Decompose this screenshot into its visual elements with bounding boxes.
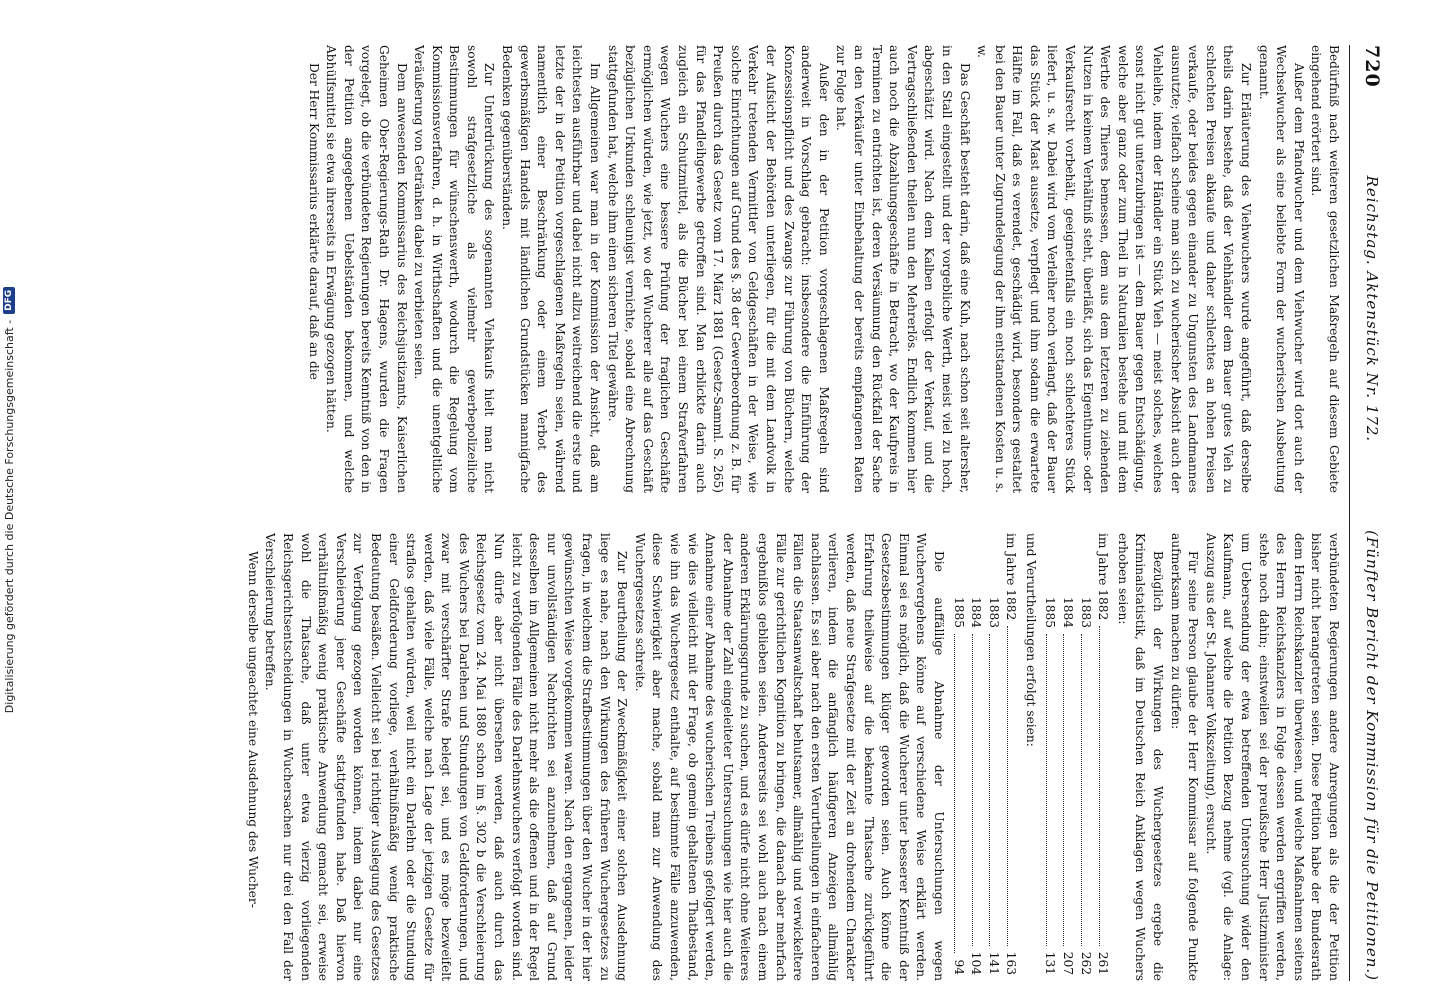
credit-text: Digitalisierung gefördert durch die Deutsche Forschungsgemeinschaft -: [2, 319, 16, 714]
year-prefix: im Jahre: [1096, 533, 1111, 586]
convictions-table: [949, 533, 1019, 981]
table-row: [949, 533, 967, 981]
paragraph: Bezüglich der Wirkungen des Wuchergesetzes ergebe die Kriminalstatistik, daß im Deutschen Reich Anklagen wegen Wuchers erhoben seien:: [1115, 533, 1166, 981]
header-title: Reichstag. Aktenstück Nr. 172.: [1363, 175, 1381, 443]
page-header: [1349, 45, 1394, 981]
count: 94: [951, 959, 966, 975]
paragraph: und Verurtheilungen erfolgt seien:: [1023, 533, 1038, 747]
dot-leader: [1081, 634, 1094, 946]
document-page: [14, 45, 1394, 981]
year: 1882: [1096, 589, 1111, 621]
count: 261: [1096, 951, 1111, 975]
table-row: [1094, 533, 1112, 981]
right-column: [22, 533, 1342, 981]
indictments-table: [1041, 533, 1111, 981]
dot-leader: [989, 634, 1002, 946]
dot-leader: [1064, 634, 1077, 946]
count: 163: [1004, 951, 1019, 975]
digitization-credit: [0, 0, 18, 1000]
paragraph: Das Geschäft besteht darin, daß eine Kuh, nach schon seit altersher, in den Stall eingestellt und der vorgebliche Werth, meist viel zu hoch, abgeschätzt wird. Nach dem Kalben erfolgt der Verkauf, und die Vertragschließenden theilen nun den Mehrerlös. Endlich kommen hier auch noch die Abzahlungsgeschäfte in Betracht, wo der Kaufpreis in Terminen zu entrichten ist, deren Versäumung den Rückfall der Sache an den Verkäufer unter Einbehaltung der bereits empfangenen Raten zur Folge hat.: [834, 45, 972, 493]
count: 131: [1043, 951, 1058, 975]
table-row: [1059, 533, 1077, 981]
year: 1885: [1043, 597, 1058, 629]
year: 1885: [951, 597, 966, 629]
dfg-logo: DFG: [3, 287, 15, 314]
header-subtitle: (Fünfter Bericht der Kommission für die Petitionen.): [1363, 530, 1381, 981]
table-row: [984, 533, 1002, 981]
paragraph: Der Herr Kommissarius erklärte darauf, daß an die: [306, 63, 321, 380]
year: 1884: [1061, 597, 1076, 629]
table-row: [1041, 533, 1059, 981]
paragraph: Die auffällige Abnahme der Untersuchungen wegen Wuchervergehens könne auf verschiedene Weise erklärt werden. Einmal sei es möglich, daß die Wucherer unter besserer Kenntniß der Gesetzesbestimmungen klüger geworden seien. Auch könne die Erfahrung theilweise auf die bekannte Thatsache zurückgeführt werden, daß neue Strafgesetze mit der Zeit an drohendem Charakter verlieren, indem die anfänglich häufigeren Anzeigen allmählig nachlassen. Es sei aber nach den ersten Verurtheilungen in einfacheren Fällen die Staatsanwaltschaft behutsamer, allmählig und verwickeltere Fälle zur gerichtlichen Kognition zu bringen, die danach aber mehrfach ergebnißlos geblieben seien. Andererseits sei wohl auch nach einem anderen Erklärungsgrunde zu suchen, und es dürfe nicht ohne Weiteres der Abnahme der Zahl eingeleiteter Untersuchungen wie hier auch die Annahme einer Abnahme des wucherischen Treibens gefolgert werden, wie dies vielleicht mit der Frage, ob gemein gehaltenen Thatbestand, wie ihn das Wuchergesetz enthalte, auf bestimmte Fälle anzuwenden, diese Schwierigkeit aber mache, sobald man zur Anwendung des Wuchergesetzes schreite.: [632, 533, 946, 981]
table-row: [967, 533, 985, 981]
dot-leader: [1007, 626, 1020, 945]
table-row: [1002, 533, 1020, 981]
count: 104: [969, 951, 984, 975]
dot-leader: [972, 634, 985, 946]
paragraph: Außer den in der Petition vorgeschlagenen Maßregeln sind anderweit in Vorschlag gebracht: insbesondere die Einführung der Konzessionspflicht und des Zwangs zur Führung von Büchern, welche der Aufsicht der Behörden unterliegen, für die mit dem Landvolk in Verkehr tretenden Vermittler von Geldgeschäften in der Weise, wie solche Einrichtungen auf Grund des §. 38 der Gewerbeordnung z. B. für Preußen durch das Gesetz vom 17. März 1881 (Gesetz-Samml. S. 265) für das Pfandleihgewerbe getroffen sind. Man erblickte darin auch zugleich ein Schutzmittel, als die Bücher bei einem Strafverfahren wegen Wuchers eine bessere Prüfung der fraglichen Geschäfte ermöglichen würden, wie jetzt, wo der Wucherer alle auf das Geschäft bezüglichen Urkunden schleunigst vernichte, sobald eine Abrechnung stattgefunden hat, welche ihm einen sicheren Titel gewähre.: [605, 45, 831, 493]
paragraph: Zur Unterdrückung des sogenannten Viehkaufs hielt man nicht sowohl strafgesetzliche als vielmehr gewerbepolizeiliche Bestimmungen für wünschenswerth, wodurch die Regelung vom Kommissionsverfahren, d. h. in Wirthschaften und die unentgeltliche Veräußerung von Getränken dabei zu verbieten seien.: [412, 45, 497, 493]
table-row: [1076, 533, 1094, 981]
count: 141: [986, 951, 1001, 975]
paragraph: Im Allgemeinen war man in der Kommission der Ansicht, daß am leichtesten ausführbar und dabei nicht allzu weitreichend die erste und letzte der in der Petition vorgeschlagenen Maßregeln seien, während namentlich einer Beschränkung oder einem Verbot des gewerbsmäßigen Handels mit ländlichen Grundstücken mannigfache Bedenken gegenüberständen.: [500, 45, 603, 493]
dot-leader: [1046, 634, 1059, 946]
paragraph: Zur Erläuterung des Viehwuchers wurde angeführt, daß derselbe theils darin bestehe, daß der Viehhändler dem Bauer gutes Vieh zu schlechten Preisen abkaufe und daher schlechtes an hohen Preisen verkaufe, oder beides gegen einander zu Ungunsten des Landmannes ausnutzte; vielfach scheine man sich zu wucherischer Absicht auch der Viehleihe, indem der Händler ein Stück Vieh — meist solches, welches sonst nicht gut unterzubringen ist — dem Bauer gegen Entschädigung, welche aber ganz oder zum Theil in Naturalien bestehe und mit dem Werthe des Thieres bemessen, dem aus dem letzteren zu ziehenden Nutzen in keinem Verhältniß steht, überläßt, sich das Eigenthums- oder Verkaufsrecht vorbehält, geeignetenfalls ein noch schlechteres Stück liefert, u. s. w. Dabei wird vom Verleiher noch verlangt, daß der Bauer das Stück der Mast aussetze, verpflegt und ihm sodann die erwartete Hälfte im Fall, daß es verendet, geschädigt wird, besonders gestaltet bei den Bauer unter Zugrundelegung der ihm entstandenen Kosten u. s. w.: [975, 45, 1254, 493]
paragraph: Zur Beurtheilung der Zweckmäßigkeit einer solchen Ausdehnung liege es nahe, nach den Wirkungen des früheren Wuchergesetzes zu fragen, in welchem die Strafbestimmungen über den Wucher in der hier gewünschten Weise vorgekommen waren. Nach den ergangenen, leider nur unvollständigen Nachrichten sei anzunehmen, daß auf Grund desselben im Allgemeinen nicht mehr als die offenen und in der Regel leicht zu verfolgenden Fälle des Darlehnswuchers verfolgt worden sind. Nun dürfe aber nicht übersehen werden, daß auch durch das Reichsgesetz vom 24. Mai 1880 schon im §. 302 b die Verschleierung des Wuchers bei Darlehen und Stundungen von Geldforderungen, und zwar mit verschärfter Strafe belegt sei, und es möge bezweifelt werden, daß viele Fälle, welche nach Lage der jetzigen Gesetze für straflos gehalten würden, weil nicht ein Darlehn oder die Stundung einer Geldforderung vorliege, verhältnißmäßig wenig praktische Bedeutung besäßen. Vielleicht sei bei richtiger Auslegung des Gesetzes zur Verfolgung gezogen worden können, indem dabei nur eine Verschleierung jener Geschäfte stattgefunden habe. Daß hiervon verhältnißmäßig wenig praktische Anwendung gemacht sei, erweise wohl die Thatsache, daß unter etwa vierzig vorliegenden Reichsgerichtsentscheidungen in Wuchersachen nur drei den Fall der Verschleierung betreffen.: [263, 533, 630, 981]
paragraph: Für seine Person glaube der Herr Kommissar auf folgende Punkte aufmerksam machen zu dürfen:: [1168, 533, 1201, 981]
paragraph: Wenn derselbe ungeachtet eine Ausdehnung des Wucher-: [245, 551, 260, 908]
page-number: 720: [1361, 45, 1383, 88]
left-column: [22, 45, 1342, 493]
paragraph: Außer dem Pfandwucher und dem Viehwucher wird dort auch der Wechselwucher als eine beliebte Form der wucherischen Ausbeutung genannt.: [1256, 45, 1306, 493]
paragraph: Dem anwesenden Kommissarius des Reichsjustizamts, Kaiserlichen Geheimen Ober-Regierungs-Rath Dr. Hagens, wurden die Fragen vorgelegt, ob die verbündeten Regierungen bereits Kenntniß von den in der Petition angegebenen Uebelständen bekommen, und welche Abhülfsmittel sie etwa ihrerseits in Erwägung gezogen hätten.: [324, 45, 409, 493]
count: 207: [1061, 951, 1076, 975]
year: 1882: [1004, 589, 1019, 621]
dot-leader: [1099, 626, 1112, 945]
year: 1883: [1078, 597, 1093, 629]
paragraph: Bedürfniß nach weiteren gesetzlichen Maßregeln auf diesem Gebiete eingehend erörtert sind.: [1309, 45, 1341, 493]
year: 1884: [969, 597, 984, 629]
count: 262: [1078, 951, 1093, 975]
year-prefix: im Jahre: [1004, 533, 1019, 586]
year: 1883: [986, 597, 1001, 629]
dot-leader: [954, 634, 967, 953]
paragraph: verbündeten Regierungen andere Anregungen als die der Petition bisher nicht herangetreten seien. Diese Petition habe der Bundesrath dem Herrn Reichskanzler überwiesen, und welche Maßnahmen seitens des Herrn Reichskanzlers in Folge dessen werden ergriffen werden, stehe noch dahin; einstweilen sei der preußische Herr Justizminister um Uebersendung der etwa betreffenden Untersuchung wider den Kaufmann, auf welche die Petition Bezug nehme (vgl. die Anlage: Auszug aus der St. Johanner Volkszeitung), ersucht.: [1203, 533, 1341, 981]
